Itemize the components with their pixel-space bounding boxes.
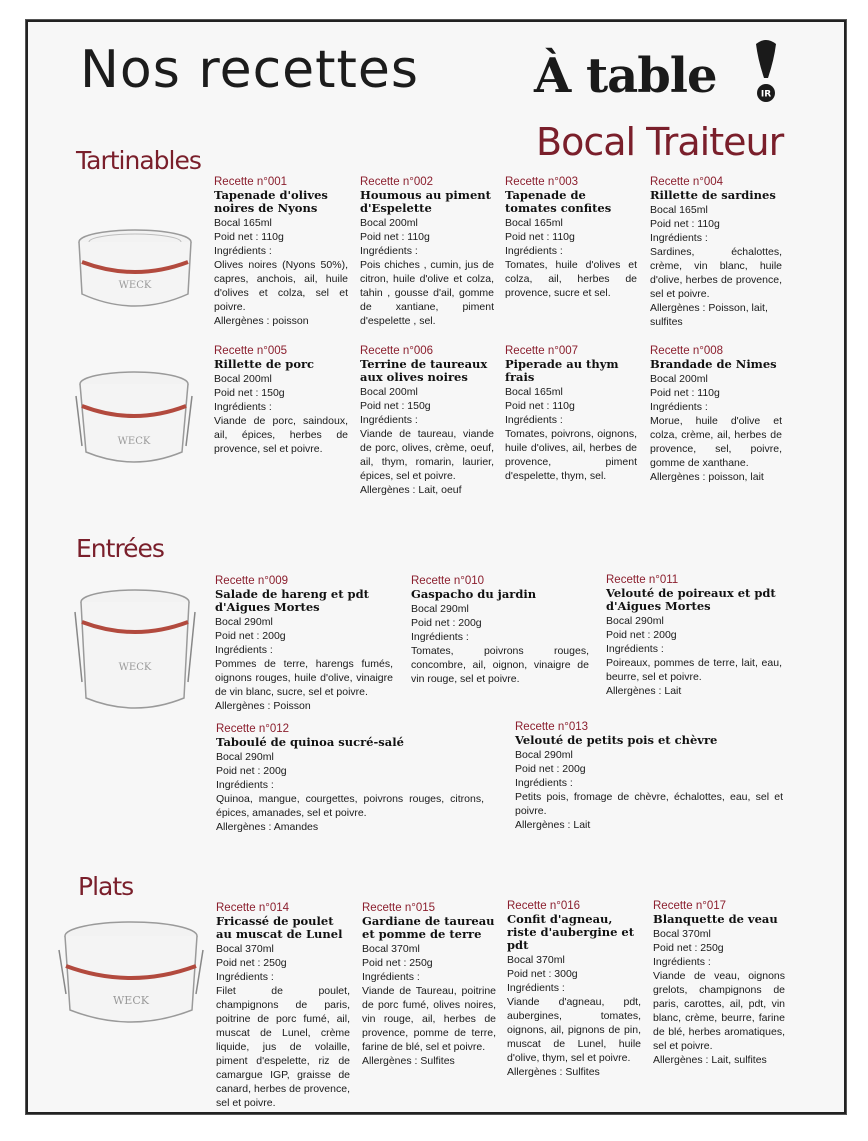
- recipe-name: Velouté de poireaux et pdt d'Aigues Mortes: [606, 586, 776, 613]
- recipe-card-015: [362, 901, 496, 1068]
- recipe-number: Recette n°017: [653, 900, 727, 912]
- section-entrees: Entrées: [76, 534, 164, 563]
- recipe-name: Velouté de petits pois et chèvre: [515, 733, 718, 747]
- recipe-card-009: [215, 574, 393, 713]
- recipe-card-017: [653, 899, 785, 1067]
- recipe-bocal: Bocal 290ml: [411, 603, 469, 615]
- recipe-allergens: Allergènes : Lait: [515, 819, 591, 831]
- recipe-card-013: [515, 720, 783, 832]
- recipe-number: Recette n°015: [362, 902, 436, 914]
- recipe-number: Recette n°007: [505, 345, 579, 357]
- recipe-name: Tapenade de tomates confites: [505, 188, 612, 215]
- recipe-name: Rillette de sardines: [650, 188, 776, 202]
- recipe-allergens: Allergènes : Amandes: [216, 821, 319, 833]
- ingredients-label: Ingrédients :: [216, 971, 274, 983]
- recipe-bocal: Bocal 370ml: [653, 928, 711, 940]
- ingredients-label: Ingrédients :: [653, 956, 711, 968]
- ingredients-label: Ingrédients :: [507, 982, 565, 994]
- recipe-weight: Poid net : 110g: [650, 218, 720, 230]
- recipe-name: Gardiane de taureau et pomme de terre: [362, 914, 495, 941]
- recipe-weight: Poid net : 150g: [360, 400, 431, 412]
- recipe-allergens: Allergènes : Poisson, lait, sulfites: [650, 302, 768, 328]
- recipe-card-003: [505, 175, 637, 300]
- recipe-card-002: [360, 175, 494, 328]
- jar-brand: WECK: [113, 994, 149, 1007]
- recipe-ingredients: Petits pois, fromage de chèvre, échalottes, eau, sel et poivre.: [515, 791, 783, 817]
- recipe-name: Gaspacho du jardin: [411, 587, 537, 601]
- recipe-number: Recette n°013: [515, 721, 589, 733]
- recipe-allergens: Allergènes : poisson, lait: [650, 471, 764, 483]
- recipe-number: Recette n°005: [214, 345, 288, 357]
- recipe-number: Recette n°012: [216, 723, 290, 735]
- recipe-card-004: [650, 175, 782, 329]
- subtitle: Bocal Traiteur: [536, 120, 784, 164]
- recipe-allergens: Allergènes : Sulfites: [362, 1055, 455, 1067]
- section-tartinables: Tartinables: [76, 146, 201, 175]
- recipe-name: Rillette de porc: [214, 357, 315, 371]
- recipe-number: Recette n°010: [411, 575, 485, 587]
- weck-jar-small-image: [72, 222, 198, 318]
- recipe-weight: Poid net : 110g: [360, 231, 430, 243]
- recipe-ingredients: Viande de veau, oignons grelots, champignons de paris, carottes, ail, pdt, vin blanc, crème, beurre, farine de blé, herbes aromatiques, sel et poivre.: [653, 970, 785, 1052]
- recipe-allergens: Allergènes : Poisson: [215, 700, 311, 712]
- recipe-name: Confit d'agneau, riste d'aubergine et pdt: [507, 912, 635, 952]
- ingredients-label: Ingrédients :: [362, 971, 420, 983]
- recipe-card-007: [505, 344, 637, 483]
- recipe-weight: Poid net : 110g: [650, 387, 720, 399]
- recipe-weight: Poid net : 250g: [362, 957, 433, 969]
- recipe-name: Terrine de taureaux aux olives noires: [360, 357, 488, 384]
- recipe-ingredients: Filet de poulet, champignons de paris, poitrine de porc fumé, ail, muscat de Lunel, crème liquide, jus de volaille, piment d'espelette, riz de camargue IGP, graisse de canard, herbes de provence, sel et poivre.: [216, 985, 350, 1109]
- recipe-bocal: Bocal 290ml: [606, 615, 664, 627]
- recipe-bocal: Bocal 370ml: [507, 954, 565, 966]
- recipe-ingredients: Tomates, huile d'olives et colza, ail, herbes de provence, sucre et sel.: [505, 259, 637, 299]
- recipe-allergens: Allergènes : Lait: [606, 685, 682, 697]
- recipe-ingredients: Poireaux, pommes de terre, lait, eau, beurre, sel et poivre.: [606, 657, 782, 683]
- logo-text: À table: [534, 48, 717, 104]
- brand-logo: [534, 48, 717, 104]
- recipe-card-014: [216, 901, 350, 1110]
- recipe-number: Recette n°014: [216, 902, 290, 914]
- recipe-card-008: [650, 344, 782, 484]
- recipe-ingredients: Morue, huile d'olive et colza, crème, ail, herbes de provence, sel, poivre, gomme de xanthane.: [650, 415, 782, 469]
- jar-brand: WECK: [118, 662, 152, 673]
- recipe-card-005: [214, 344, 348, 456]
- recipe-allergens: Allergènes : Lait, sulfites: [653, 1054, 767, 1066]
- recipe-bocal: Bocal 165ml: [505, 386, 563, 398]
- recipe-bocal: Bocal 165ml: [214, 217, 272, 229]
- recipe-weight: Poid net : 200g: [606, 629, 677, 641]
- menu-sheet: [26, 20, 846, 1114]
- recipe-name: Brandade de Nimes: [650, 357, 777, 371]
- ingredients-label: Ingrédients :: [505, 414, 563, 426]
- page-title: Nos recettes: [80, 40, 420, 100]
- recipe-weight: Poid net : 200g: [515, 763, 586, 775]
- recipe-bocal: Bocal 200ml: [214, 373, 272, 385]
- recipe-number: Recette n°003: [505, 176, 579, 188]
- recipe-bocal: Bocal 370ml: [216, 943, 274, 955]
- recipe-number: Recette n°004: [650, 176, 724, 188]
- recipe-name: Houmous au piment d'Espelette: [360, 188, 491, 215]
- jar-brand: WECK: [118, 280, 152, 291]
- recipe-bocal: Bocal 290ml: [215, 616, 273, 628]
- recipe-ingredients: Tomates, poivrons rouges, concombre, ail, oignon, vinaigre de vin rouge, sel et poivre.: [411, 645, 589, 685]
- recipe-number: Recette n°008: [650, 345, 724, 357]
- recipe-weight: Poid net : 110g: [214, 231, 284, 243]
- recipe-ingredients: Quinoa, mangue, courgettes, poivrons rouges, citrons, épices, amanades, sel et poivre.: [216, 793, 484, 819]
- recipe-allergens: Allergènes : poisson: [214, 315, 309, 327]
- recipe-bocal: Bocal 290ml: [216, 751, 274, 763]
- ingredients-label: Ingrédients :: [215, 644, 273, 656]
- recipe-weight: Poid net : 200g: [216, 765, 287, 777]
- weck-jar-medium-image: [74, 366, 194, 474]
- recipe-weight: Poid net : 110g: [505, 231, 575, 243]
- recipe-number: Recette n°002: [360, 176, 434, 188]
- ingredients-label: Ingrédients :: [650, 232, 708, 244]
- recipe-weight: Poid net : 110g: [505, 400, 575, 412]
- weck-jar-large-image: [56, 914, 206, 1034]
- recipe-card-001: [214, 175, 348, 328]
- recipe-ingredients: Sardines, échalottes, crème, vin blanc, huile d'olive, herbes de provence, sel et poivre.: [650, 246, 782, 300]
- logo-badge: IR: [760, 89, 772, 100]
- exclamation-logo-icon: [752, 38, 780, 106]
- recipe-ingredients: Olives noires (Nyons 50%), capres, anchois, ail, huile d'olives et colza, sel et poivre.: [214, 259, 348, 313]
- recipe-name: Salade de hareng et pdt d'Aigues Mortes: [215, 587, 369, 614]
- recipe-ingredients: Viande d'agneau, pdt, aubergines, tomates, oignons, ail, pignons de pin, muscat de Lunel, huile d'olive, thym, sel et poivre.: [507, 996, 641, 1064]
- recipe-number: Recette n°006: [360, 345, 434, 357]
- recipe-number: Recette n°016: [507, 900, 581, 912]
- recipe-weight: Poid net : 150g: [214, 387, 285, 399]
- recipe-bocal: Bocal 200ml: [360, 386, 418, 398]
- recipe-bocal: Bocal 370ml: [362, 943, 420, 955]
- recipe-name: Fricassé de poulet au muscat de Lunel: [216, 914, 343, 941]
- ingredients-label: Ingrédients :: [214, 245, 272, 257]
- recipe-card-010: [411, 574, 589, 686]
- recipe-allergens: Allergènes : Sulfites: [507, 1066, 600, 1078]
- recipe-number: Recette n°011: [606, 574, 679, 586]
- recipe-weight: Poid net : 250g: [653, 942, 724, 954]
- recipe-weight: Poid net : 250g: [216, 957, 287, 969]
- recipe-bocal: Bocal 200ml: [360, 217, 418, 229]
- recipe-card-011: [606, 573, 782, 698]
- ingredients-label: Ingrédients :: [505, 245, 563, 257]
- recipe-number: Recette n°001: [214, 176, 288, 188]
- recipe-name: Piperade au thym frais: [505, 357, 619, 384]
- recipe-bocal: Bocal 290ml: [515, 749, 573, 761]
- ingredients-label: Ingrédients :: [360, 414, 418, 426]
- ingredients-label: Ingrédients :: [650, 401, 708, 413]
- recipe-ingredients: Pommes de terre, harengs fumés, oignons rouges, huile d'olive, vinaigre de vin blanc, sucre, sel et poivre.: [215, 658, 393, 698]
- recipe-bocal: Bocal 200ml: [650, 373, 708, 385]
- recipe-number: Recette n°009: [215, 575, 289, 587]
- ingredients-label: Ingrédients :: [606, 643, 664, 655]
- recipe-name: Blanquette de veau: [653, 912, 778, 926]
- recipe-bocal: Bocal 165ml: [650, 204, 708, 216]
- recipe-name: Tapenade d'olives noires de Nyons: [214, 188, 328, 215]
- recipe-card-006: [360, 344, 494, 497]
- recipe-name: Taboulé de quinoa sucré-salé: [216, 735, 404, 749]
- recipe-weight: Poid net : 200g: [411, 617, 482, 629]
- recipe-bocal: Bocal 165ml: [505, 217, 563, 229]
- recipe-weight: Poid net : 300g: [507, 968, 578, 980]
- recipe-ingredients: Viande de porc, saindoux, ail, épices, herbes de provence, sel et poivre.: [214, 415, 348, 455]
- recipe-card-016: [507, 899, 641, 1079]
- jar-brand: WECK: [117, 436, 151, 447]
- recipe-weight: Poid net : 200g: [215, 630, 286, 642]
- weck-jar-tall-image: [72, 582, 198, 720]
- recipe-ingredients: Pois chiches , cumin, jus de citron, huile d'olive et colza, tahin , gousse d'ail, gomme de xantiane, piment d'espelette , sel.: [360, 259, 494, 327]
- recipe-card-012: [216, 722, 484, 834]
- ingredients-label: Ingrédients :: [214, 401, 272, 413]
- recipe-ingredients: Viande de Taureau, poitrine de porc fumé, olives noires, vin rouge, ail, herbes de provence, pomme de terre, farine de blé, sel et poivre.: [362, 985, 496, 1053]
- section-plats: Plats: [78, 872, 134, 901]
- ingredients-label: Ingrédients :: [216, 779, 274, 791]
- recipe-ingredients: Viande de taureau, viande de porc, olives, crème, oeuf, ail, thym, romarin, laurier, épices, sel et poivre.: [360, 428, 494, 482]
- ingredients-label: Ingrédients :: [411, 631, 469, 643]
- ingredients-label: Ingrédients :: [360, 245, 418, 257]
- ingredients-label: Ingrédients :: [515, 777, 573, 789]
- recipe-ingredients: Tomates, poivrons, oignons, huile d'olives, ail, herbes de provence, piment d'espelette, thym, sel.: [505, 428, 637, 482]
- recipe-allergens: Allergènes : Lait, oeuf: [360, 484, 462, 496]
